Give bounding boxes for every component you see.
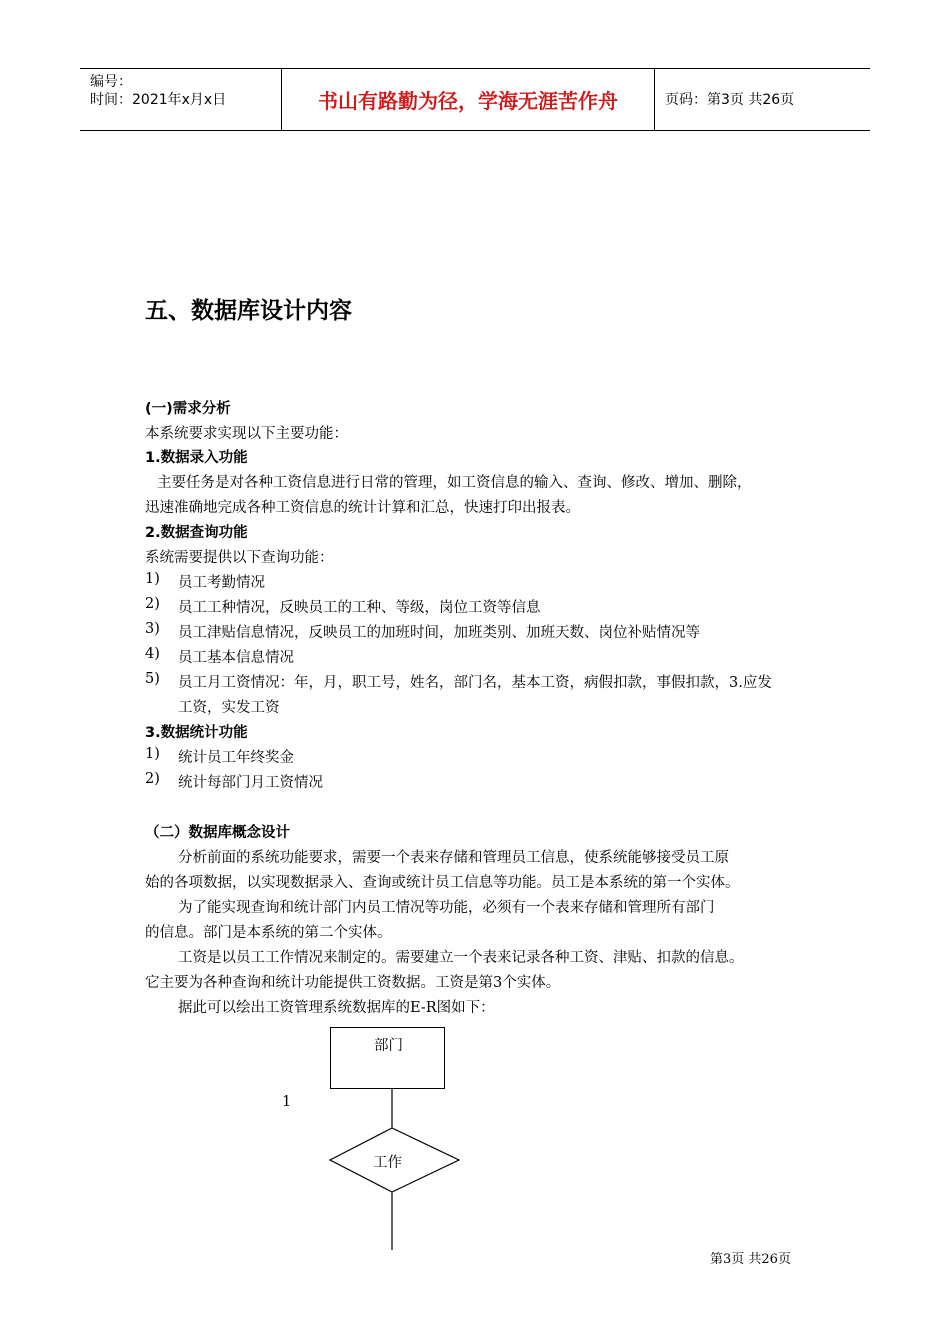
list-item-number: 1) <box>145 571 160 587</box>
list-item-number: 2) <box>145 596 160 612</box>
feature2-intro: 系统需要提供以下查询功能： <box>145 550 334 566</box>
er-connector-diagram <box>320 1088 480 1258</box>
er-relationship-label: 工作 <box>373 1155 402 1171</box>
feature1-line1: 主要任务是对各种工资信息进行日常的管理，如工资信息的输入、查询、修改、增加、删除， <box>157 475 752 491</box>
section1-intro: 本系统要求实现以下主要功能： <box>145 426 348 442</box>
header-right-cell <box>655 69 870 130</box>
paragraph3-line2: 它主要为各种查询和统计功能提供工资数据。工资是第3个实体。 <box>145 975 561 991</box>
page-header <box>80 68 870 131</box>
list-item: 统计每部门月工资情况 <box>178 775 323 791</box>
header-motto: 书山有路勤为径，学海无涯苦作舟 <box>318 89 618 113</box>
header-code-label: 编号： <box>90 74 132 90</box>
er-entity-box <box>330 1027 445 1089</box>
feature2-title: 2.数据查询功能 <box>145 525 248 541</box>
list-item-number: 2) <box>145 771 160 787</box>
er-entity-label: 部门 <box>374 1038 403 1054</box>
paragraph2-line2: 的信息。部门是本系统的第二个实体。 <box>145 925 392 941</box>
feature3-title: 3.数据统计功能 <box>145 725 248 741</box>
list-item-continuation: 工资，实发工资 <box>178 700 280 716</box>
paragraph3-line1: 工资是以员工工作情况来制定的。需要建立一个表来记录各种工资、津贴、扣款的信息。 <box>178 950 744 966</box>
feature1-line2: 迅速准确地完成各种工资信息的统计计算和汇总，快速打印出报表。 <box>145 500 580 516</box>
list-item: 员工考勤情况 <box>178 575 265 591</box>
header-page-label: 页码：第3页 共26页 <box>665 92 795 108</box>
header-left-cell <box>80 69 282 130</box>
list-item: 员工津贴信息情况，反映员工的加班时间，加班类别、加班天数、岗位补贴情况等 <box>178 625 700 641</box>
list-item-number: 1) <box>145 746 160 762</box>
paragraph2-line1: 为了能实现查询和统计部门内员工情况等功能，必须有一个表来存储和管理所有部门 <box>178 900 715 916</box>
page-title: 五、数据库设计内容 <box>145 298 352 324</box>
list-item: 统计员工年终奖金 <box>178 750 294 766</box>
list-item-number: 3) <box>145 621 160 637</box>
list-item: 员工月工资情况：年，月，职工号，姓名，部门名，基本工资，病假扣款，事假扣款，3.应发 <box>178 675 772 691</box>
paragraph4: 据此可以绘出工资管理系统数据库的E-R图如下： <box>178 1000 495 1016</box>
paragraph1-line2: 始的各项数据，以实现数据录入、查询或统计员工信息等功能。员工是本系统的第一个实体。 <box>145 875 740 891</box>
page-footer: 第3页 共26页 <box>710 1252 791 1267</box>
section2-heading: （二）数据库概念设计 <box>145 825 290 841</box>
list-item: 员工基本信息情况 <box>178 650 294 666</box>
feature1-title: 1.数据录入功能 <box>145 450 248 466</box>
header-time-label: 时间：2021年x月x日 <box>90 92 227 108</box>
paragraph1-line1: 分析前面的系统功能要求，需要一个表来存储和管理员工信息，使系统能够接受员工原 <box>178 850 729 866</box>
er-cardinality-label: 1 <box>282 1094 292 1110</box>
list-item-number: 5) <box>145 671 160 687</box>
list-item: 员工工种情况，反映员工的工种、等级，岗位工资等信息 <box>178 600 541 616</box>
header-middle-cell <box>282 69 655 130</box>
list-item-number: 4) <box>145 646 160 662</box>
section1-heading: (一)需求分析 <box>145 401 231 417</box>
